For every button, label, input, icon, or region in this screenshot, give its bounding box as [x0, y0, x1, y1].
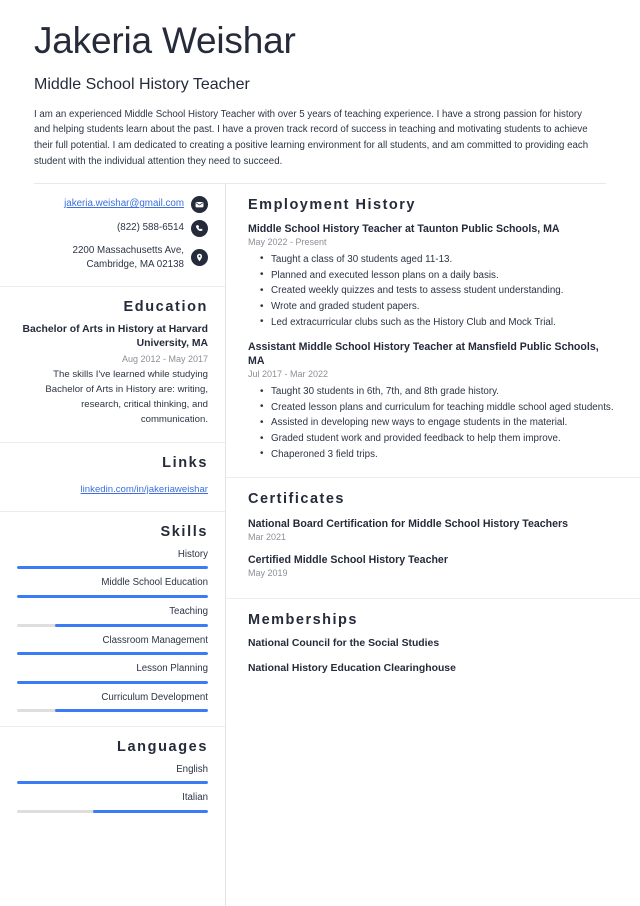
language-level-fill — [17, 781, 208, 784]
language-item — [17, 792, 208, 813]
list-item: • Assisted in developing new ways to engage students in the material. — [271, 415, 618, 430]
skill-level-bar — [17, 709, 208, 712]
skill-level-bar — [17, 595, 208, 598]
education-entry — [17, 323, 208, 427]
skill-level-fill — [17, 681, 208, 684]
membership-entry: National History Education Clearinghouse — [248, 663, 456, 675]
employment-bullets — [248, 252, 618, 330]
memberships-section — [226, 599, 640, 691]
skill-level-bar — [17, 652, 208, 655]
membership-entry: National Council for the Social Studies — [248, 638, 440, 650]
certificates-section — [226, 478, 640, 598]
skill-level-fill — [17, 652, 208, 655]
employment-date: Jul 2017 - Mar 2022 — [248, 369, 329, 380]
list-item: • Created weekly quizzes and tests to assess student understanding. — [271, 283, 618, 298]
address-value[interactable] — [73, 244, 184, 272]
skill-item — [17, 577, 208, 598]
employment-date: May 2022 - Present — [248, 237, 327, 248]
languages-section — [0, 727, 225, 827]
skill-label: Lesson Planning — [136, 663, 208, 675]
links-section — [0, 443, 225, 513]
employment-entry — [248, 222, 618, 330]
skill-level-fill — [55, 709, 208, 712]
list-item: • Led extracurricular clubs such as the History Club and Mock Trial. — [271, 315, 618, 330]
skill-label: Classroom Management — [102, 634, 208, 646]
skills-heading: Skills — [160, 524, 208, 541]
certificates-heading: Certificates — [248, 491, 345, 508]
sidebar — [0, 184, 226, 906]
skill-list — [17, 549, 208, 713]
education-section — [0, 287, 225, 443]
skill-level-bar — [17, 566, 208, 569]
language-level-bar — [17, 781, 208, 784]
contact-email-row[interactable] — [17, 196, 208, 213]
skill-level-fill — [55, 624, 208, 627]
list-item: • Wrote and graded student papers. — [271, 299, 618, 314]
list-item: • Taught 30 students in 6th, 7th, and 8th grade history. — [271, 384, 618, 399]
links-heading: Links — [162, 454, 208, 471]
page-title: Jakeria Weishar — [34, 20, 296, 61]
certificate-title: Certified Middle School History Teacher — [248, 553, 448, 566]
list-item: • Graded student work and provided feedback to help them improve. — [271, 431, 618, 446]
job-title: Middle School History Teacher — [34, 75, 250, 93]
education-title: Bachelor of Arts in History at Harvard University, MA — [22, 324, 208, 350]
certificate-entry — [248, 517, 618, 544]
resume-body — [0, 184, 640, 906]
contact-address-row[interactable] — [17, 244, 208, 272]
main-content — [226, 184, 640, 906]
linkedin-link[interactable]: linkedin.com/in/jakeriaweishar — [80, 484, 208, 496]
certificate-date: Mar 2021 — [248, 532, 287, 543]
contact-phone-row[interactable] — [17, 220, 208, 237]
list-item: • Chaperoned 3 field trips. — [271, 447, 618, 462]
phone-icon — [191, 220, 208, 237]
certificate-date: May 2019 — [248, 568, 288, 579]
certificate-entry — [248, 553, 618, 580]
language-label: English — [176, 763, 208, 775]
skill-level-bar — [17, 681, 208, 684]
employment-history-section — [226, 184, 640, 479]
language-label: Italian — [182, 792, 208, 804]
resume-header — [0, 0, 640, 184]
employment-history-heading: Employment History — [248, 196, 416, 213]
language-level-fill — [93, 810, 208, 813]
memberships-heading: Memberships — [248, 611, 358, 628]
language-list — [17, 764, 208, 813]
languages-heading: Languages — [117, 739, 208, 756]
email-value[interactable]: jakeria.weishar@gmail.com — [64, 198, 184, 209]
location-pin-icon — [191, 249, 208, 266]
skill-level-fill — [17, 595, 208, 598]
list-item: • Planned and executed lesson plans on a daily basis. — [271, 268, 618, 283]
skill-label: Curriculum Development — [101, 691, 208, 703]
skill-level-bar — [17, 624, 208, 627]
list-item: • Created lesson plans and curriculum for teaching middle school aged students. — [271, 400, 618, 415]
link-item[interactable] — [17, 479, 208, 497]
phone-value[interactable]: (822) 588-6514 — [117, 222, 184, 233]
skill-label: History — [177, 548, 208, 560]
education-date: Aug 2012 - May 2017 — [121, 353, 208, 364]
skill-item — [17, 606, 208, 627]
language-item — [17, 764, 208, 785]
certificate-title: National Board Certification for Middle School History Teachers — [248, 517, 569, 530]
employment-bullets — [248, 384, 618, 462]
skill-item — [17, 663, 208, 684]
employment-title: Assistant Middle School History Teacher at Mansfield Public Schools, MA — [248, 340, 599, 368]
envelope-icon — [191, 196, 208, 213]
skill-label: Middle School Education — [101, 577, 208, 589]
skill-item — [17, 549, 208, 570]
skill-label: Teaching — [169, 606, 208, 618]
list-item: • Taught a class of 30 students aged 11-13. — [271, 252, 618, 267]
employment-title: Middle School History Teacher at Taunton Public Schools, MA — [248, 223, 560, 235]
contact-section — [0, 184, 225, 287]
professional-summary: I am an experienced Middle School History Teacher with over 5 years of teaching experience. I have a strong passion for history and helping students learn about the past. I have a proven track record of success in teaching and motivating students to achieve their full potential. I am dedicated to creating a positive learning environment for all students, and am committed to providing each student with the individual attention they need to succeed. — [34, 108, 589, 167]
skills-section — [0, 512, 225, 727]
address-line-1: 2200 Massachusetts Ave, — [72, 244, 184, 256]
address-line-2: Cambridge, MA 02138 — [86, 258, 184, 270]
language-level-bar — [17, 810, 208, 813]
skill-item — [17, 635, 208, 656]
employment-entry — [248, 340, 618, 462]
education-description: The skills I've learned while studying Bachelor of Arts in History are: writing, research, critical thinking, and communication. — [45, 369, 208, 425]
skill-level-fill — [17, 566, 208, 569]
education-heading: Education — [123, 299, 208, 316]
skill-item — [17, 692, 208, 713]
